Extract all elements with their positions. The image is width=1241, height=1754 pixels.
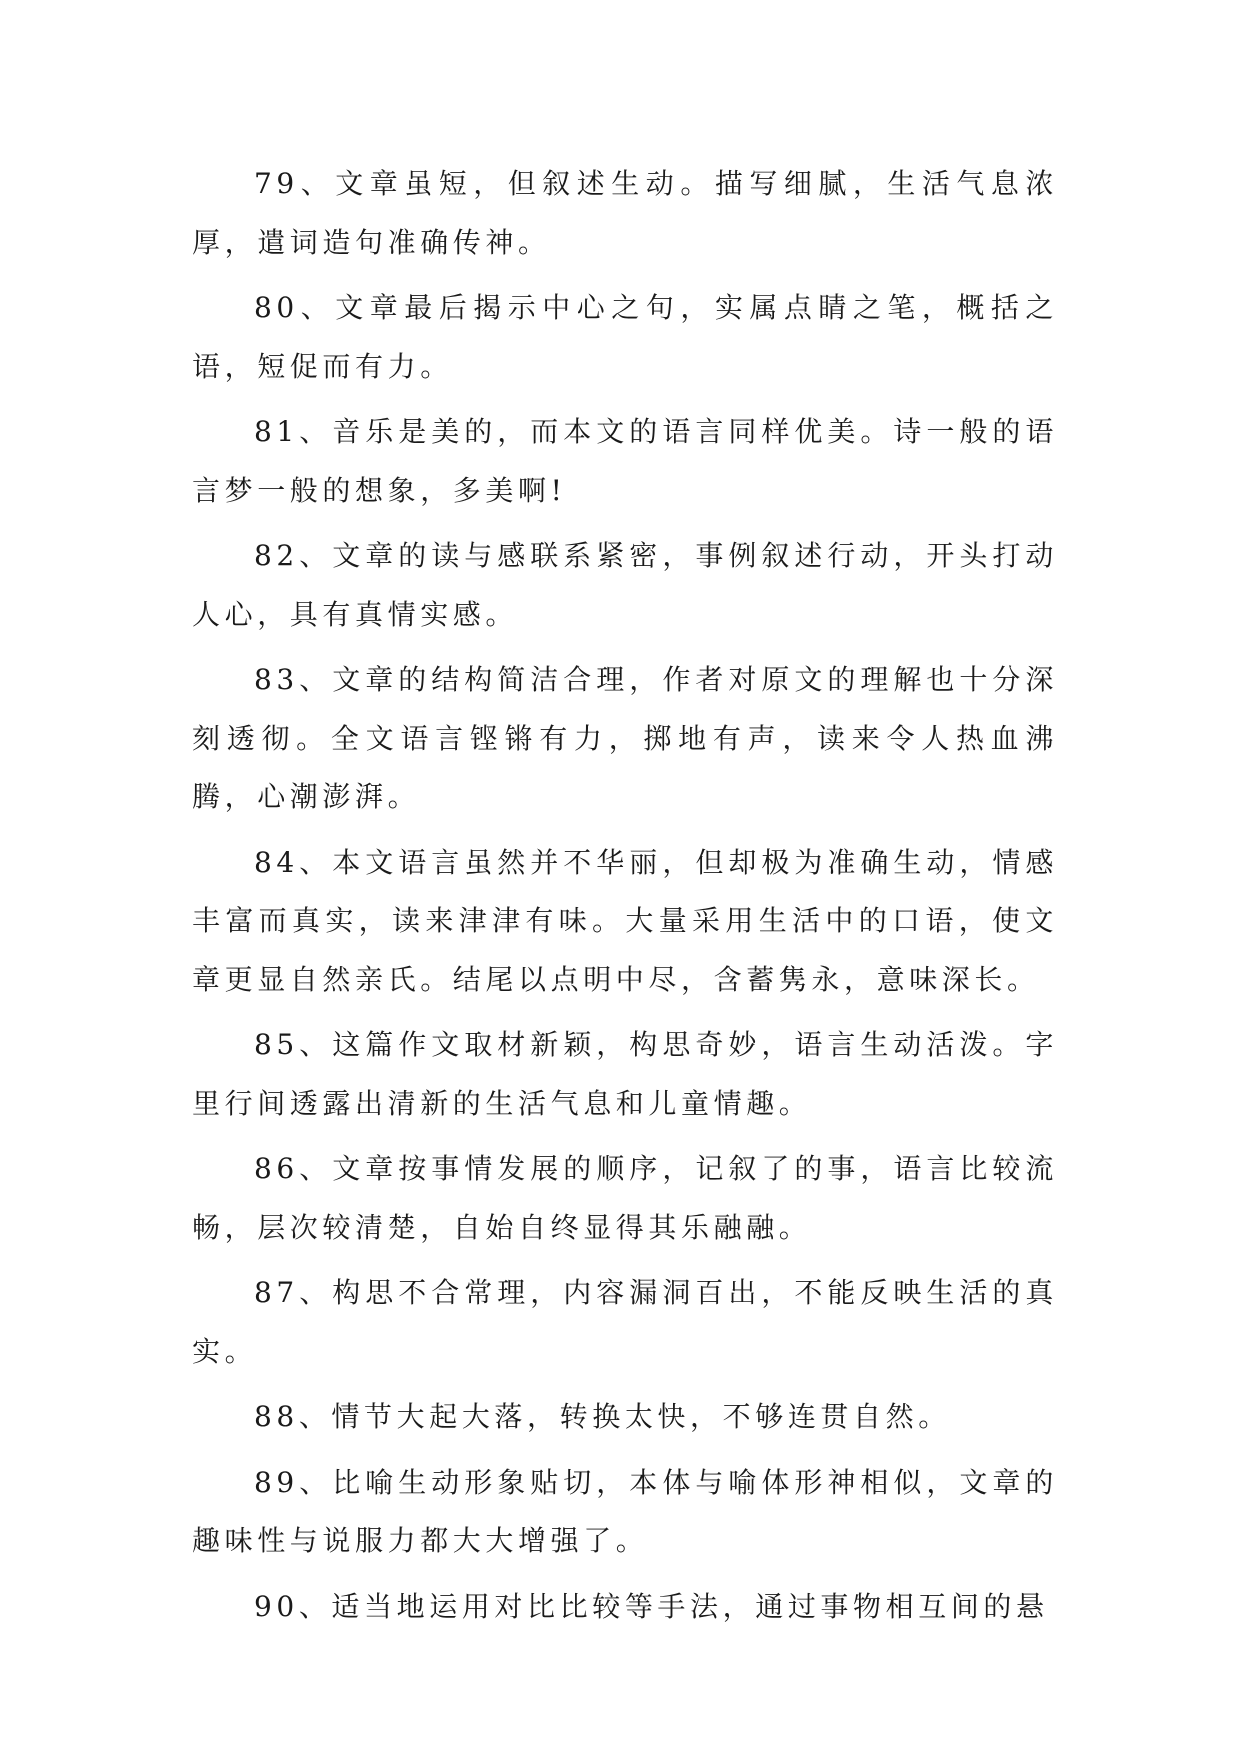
paragraph-83: 83、文章的结构简洁合理，作者对原文的理解也十分深刻透彻。全文语言铿锵有力，掷地有声，读来令人热血沸腾，心潮澎湃。 bbox=[192, 663, 1058, 813]
paragraph-88: 88、情节大起大落，转换太快，不够连贯自然。 bbox=[254, 1400, 951, 1433]
paragraph-81: 81、音乐是美的，而本文的语言同样优美。诗一般的语言梦一般的想象，多美啊! bbox=[192, 415, 1058, 507]
paragraph-80: 80、文章最后揭示中心之句，实属点睛之笔，概括之语，短促而有力。 bbox=[192, 291, 1058, 383]
paragraph-89: 89、比喻生动形象贴切，本体与喻体形神相似，文章的趣味性与说服力都大大增强了。 bbox=[192, 1465, 1058, 1557]
paragraph-85: 85、这篇作文取材新颖，构思奇妙，语言生动活泼。字里行间透露出清新的生活气息和儿童情趣。 bbox=[192, 1028, 1058, 1120]
paragraph-86: 86、文章按事情发展的顺序，记叙了的事，语言比较流畅，层次较清楚，自始自终显得其乐融融。 bbox=[192, 1152, 1058, 1244]
paragraph-82: 82、文章的读与感联系紧密，事例叙述行动，开头打动人心，具有真情实感。 bbox=[192, 539, 1058, 631]
paragraph-90: 90、适当地运用对比比较等手法，通过事物相互间的悬 bbox=[254, 1589, 1049, 1623]
document-body bbox=[192, 155, 1058, 1643]
paragraph-87: 87、构思不合常理，内容漏洞百出，不能反映生活的真实。 bbox=[192, 1276, 1058, 1368]
paragraph-84: 84、本文语言虽然并不华丽，但却极为准确生动，情感丰富而真实，读来津津有味。大量采用生活中的口语，使文章更显自然亲氏。结尾以点明中尽，含蓄隽永，意味深长。 bbox=[192, 845, 1058, 996]
paragraph-79: 79、文章虽短，但叙述生动。描写细腻，生活气息浓厚，遣词造句准确传神。 bbox=[192, 167, 1058, 259]
